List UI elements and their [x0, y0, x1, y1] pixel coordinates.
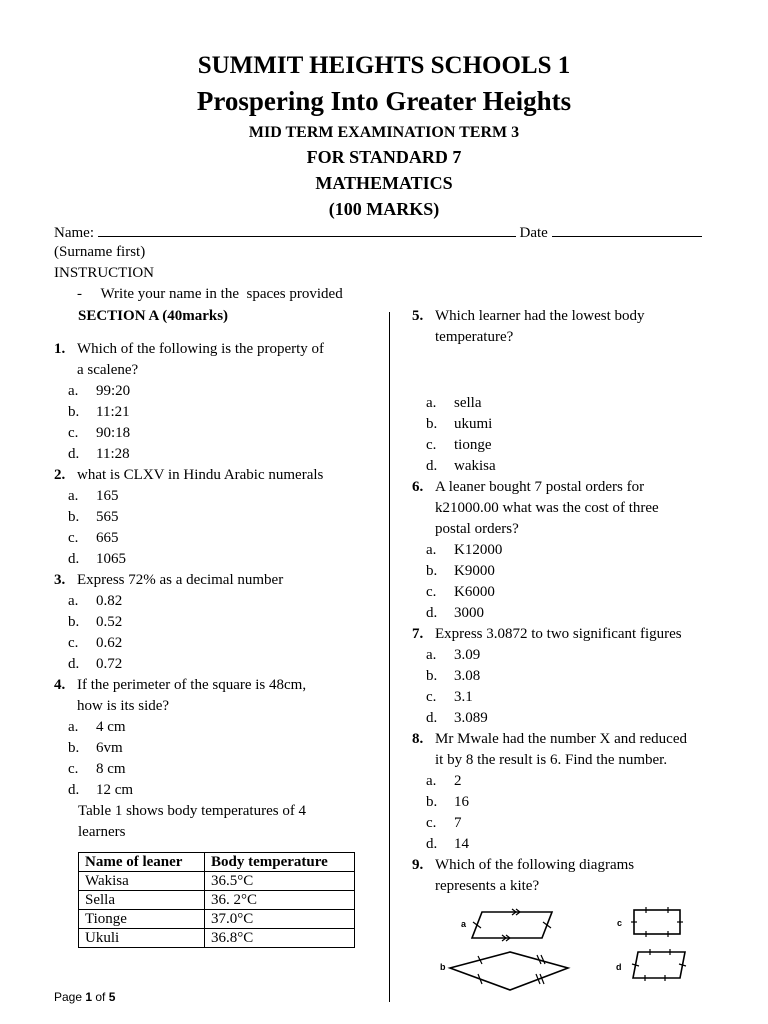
- left-column: [54, 306, 384, 843]
- exam-title: MID TERM EXAMINATION TERM 3: [248, 124, 520, 141]
- question-line: postal orders?: [435, 521, 519, 537]
- answer-option[interactable]: [54, 549, 384, 570]
- question-number: 7.: [412, 626, 424, 642]
- option-text: 565: [96, 509, 119, 525]
- option-letter: a.: [426, 395, 437, 411]
- option-letter: d.: [426, 458, 438, 474]
- table-cell: 37.0°C: [205, 910, 355, 929]
- option-text: K12000: [454, 542, 503, 558]
- question-line: how is its side?: [77, 698, 170, 714]
- answer-option[interactable]: [412, 834, 732, 855]
- answer-option[interactable]: [54, 528, 384, 549]
- option-text: 3.1: [454, 689, 473, 705]
- table-row: [79, 891, 355, 910]
- question-line: Which learner had the lowest body: [435, 308, 645, 324]
- marks-title: (100 MARKS): [328, 199, 440, 219]
- option-text: wakisa: [454, 458, 496, 474]
- option-letter: b.: [68, 404, 80, 420]
- option-letter: a.: [426, 647, 437, 663]
- option-letter: c.: [68, 761, 79, 777]
- school-name: SUMMIT HEIGHTS SCHOOLS 1: [197, 52, 571, 79]
- answer-option[interactable]: [54, 717, 384, 738]
- answer-option[interactable]: [412, 792, 732, 813]
- option-text: 165: [96, 488, 119, 504]
- footer-page: 1: [85, 990, 93, 1004]
- option-text: 11:28: [96, 446, 130, 462]
- question-9: [412, 855, 732, 897]
- answer-option[interactable]: [54, 612, 384, 633]
- table-intro-line: Table 1 shows body temperatures of 4: [78, 803, 307, 819]
- question-text: [54, 465, 384, 486]
- question-line: A leaner bought 7 postal orders for: [435, 479, 645, 495]
- question-text: [412, 624, 732, 645]
- option-letter: c.: [68, 530, 79, 546]
- answer-option[interactable]: [412, 813, 732, 834]
- name-label: Name:: [54, 225, 94, 241]
- answer-option[interactable]: [54, 402, 384, 423]
- instruction-text: - Write your name in the spaces provided: [77, 286, 343, 302]
- table-header-row: [79, 853, 355, 872]
- question-line: a scalene?: [77, 362, 139, 378]
- footer-middle: of: [92, 990, 109, 1004]
- option-letter: d.: [426, 836, 438, 852]
- question-8: [412, 729, 732, 855]
- answer-option[interactable]: [54, 759, 384, 780]
- diagram-label: d: [616, 962, 622, 972]
- table-cell: 36. 2°C: [205, 891, 355, 910]
- option-text: K9000: [454, 563, 495, 579]
- question-1: [54, 339, 384, 465]
- school-motto: Prospering Into Greater Heights: [196, 86, 572, 116]
- option-letter: a.: [68, 719, 79, 735]
- question-line: Mr Mwale had the number X and reduced: [435, 731, 687, 747]
- question-number: 2.: [54, 467, 66, 483]
- table-intro-line: learners: [78, 824, 126, 840]
- option-letter: b.: [68, 509, 80, 525]
- question-3: [54, 570, 384, 675]
- option-text: 16: [454, 794, 469, 810]
- table-header: Body temperature: [205, 853, 355, 872]
- option-text: 99:20: [96, 383, 131, 399]
- kite-diagrams: [430, 900, 730, 995]
- option-text: K6000: [454, 584, 495, 600]
- page-footer: [54, 990, 115, 1004]
- footer-total: 5: [108, 990, 116, 1004]
- answer-option[interactable]: [412, 687, 732, 708]
- right-questions: [412, 306, 732, 897]
- option-text: 6vm: [96, 740, 123, 756]
- option-text: 0.62: [96, 635, 123, 651]
- option-list: [54, 717, 384, 801]
- answer-option[interactable]: [54, 780, 384, 801]
- question-text: [412, 306, 732, 348]
- answer-option[interactable]: [54, 633, 384, 654]
- answer-option[interactable]: [54, 444, 384, 465]
- column-divider: [389, 312, 390, 1002]
- option-text: ukumi: [454, 416, 493, 432]
- question-line: Express 3.0872 to two significant figures: [435, 626, 682, 642]
- option-text: 12 cm: [96, 782, 134, 798]
- answer-option[interactable]: [412, 414, 732, 435]
- option-letter: b.: [426, 563, 438, 579]
- option-letter: d.: [426, 605, 438, 621]
- table-header: Name of leaner: [79, 853, 205, 872]
- option-letter: b.: [426, 668, 438, 684]
- right-column: [412, 306, 732, 897]
- option-letter: a.: [68, 593, 79, 609]
- option-letter: d.: [68, 656, 80, 672]
- table-cell: 36.5°C: [205, 872, 355, 891]
- question-7: [412, 624, 732, 729]
- table-cell: Ukuli: [79, 929, 205, 948]
- option-letter: a.: [68, 488, 79, 504]
- question-number: 1.: [54, 341, 66, 357]
- question-number: 4.: [54, 677, 66, 693]
- answer-option[interactable]: [54, 738, 384, 759]
- option-text: 3.09: [454, 647, 481, 663]
- standard-title: FOR STANDARD 7: [306, 147, 462, 167]
- question-text: [412, 729, 732, 771]
- option-text: 0.82: [96, 593, 123, 609]
- table-row: [79, 929, 355, 948]
- question-line: what is CLXV in Hindu Arabic numerals: [77, 467, 324, 483]
- answer-option[interactable]: [412, 603, 732, 624]
- option-list: [412, 393, 732, 477]
- option-letter: c.: [426, 584, 437, 600]
- date-blank[interactable]: [552, 224, 702, 237]
- option-text: 8 cm: [96, 761, 126, 777]
- question-5: [412, 306, 732, 477]
- question-text: [412, 855, 732, 897]
- option-text: 1065: [96, 551, 126, 567]
- question-line: If the perimeter of the square is 48cm,: [77, 677, 307, 693]
- table-intro: [54, 801, 384, 843]
- answer-option[interactable]: [412, 666, 732, 687]
- name-blank[interactable]: [98, 224, 516, 237]
- option-letter: b.: [426, 416, 438, 432]
- option-letter: c.: [426, 437, 437, 453]
- instruction-label: INSTRUCTION: [54, 265, 154, 281]
- question-line: temperature?: [435, 329, 514, 345]
- left-questions: [54, 339, 384, 801]
- question-text: [412, 477, 732, 540]
- diagram-label: b: [440, 962, 446, 972]
- option-text: tionge: [454, 437, 492, 453]
- option-text: 0.52: [96, 614, 123, 630]
- question-line: Which of the following is the property of: [77, 341, 325, 357]
- temperature-table: [78, 852, 355, 948]
- question-line: Which of the following diagrams: [435, 857, 635, 873]
- surname-note: (Surname first): [54, 244, 146, 260]
- question-text: [54, 339, 384, 381]
- option-letter: d.: [68, 551, 80, 567]
- name-line: [54, 224, 702, 242]
- option-text: 14: [454, 836, 469, 852]
- question-number: 8.: [412, 731, 424, 747]
- table-cell: Wakisa: [79, 872, 205, 891]
- answer-option[interactable]: [412, 393, 732, 414]
- answer-option[interactable]: [54, 486, 384, 507]
- option-list: [54, 486, 384, 570]
- table-row: [79, 910, 355, 929]
- answer-option[interactable]: [412, 561, 732, 582]
- question-number: 9.: [412, 857, 424, 873]
- question-number: 6.: [412, 479, 424, 495]
- diagram-d: [616, 949, 686, 981]
- option-list: [54, 381, 384, 465]
- option-letter: d.: [68, 782, 80, 798]
- option-letter: a.: [426, 542, 437, 558]
- section-title: SECTION A (40marks): [78, 308, 229, 324]
- option-letter: c.: [68, 425, 79, 441]
- option-letter: b.: [426, 794, 438, 810]
- option-text: 665: [96, 530, 119, 546]
- option-text: 11:21: [96, 404, 130, 420]
- option-text: 0.72: [96, 656, 123, 672]
- option-text: sella: [454, 395, 482, 411]
- option-text: 3.08: [454, 668, 481, 684]
- table-cell: Tionge: [79, 910, 205, 929]
- question-line: k21000.00 what was the cost of three: [435, 500, 659, 516]
- table-cell: 36.8°C: [205, 929, 355, 948]
- option-list: [412, 540, 732, 624]
- option-letter: d.: [68, 446, 80, 462]
- table-cell: Sella: [79, 891, 205, 910]
- answer-option[interactable]: [412, 771, 732, 792]
- option-text: 3000: [454, 605, 484, 621]
- answer-option[interactable]: [412, 582, 732, 603]
- option-list: [54, 591, 384, 675]
- option-text: 7: [454, 815, 462, 831]
- option-letter: d.: [426, 710, 438, 726]
- table-row: [79, 872, 355, 891]
- subject-title: MATHEMATICS: [315, 173, 453, 193]
- question-text: [54, 675, 384, 717]
- option-letter: a.: [68, 383, 79, 399]
- option-text: 2: [454, 773, 462, 789]
- diagram-label: a: [461, 919, 467, 929]
- answer-option[interactable]: [54, 423, 384, 444]
- answer-option[interactable]: [54, 654, 384, 675]
- answer-option[interactable]: [412, 645, 732, 666]
- answer-option[interactable]: [54, 507, 384, 528]
- diagram-label: c: [617, 918, 623, 928]
- option-letter: a.: [426, 773, 437, 789]
- answer-option[interactable]: [412, 708, 732, 729]
- question-line: Express 72% as a decimal number: [77, 572, 284, 588]
- question-4: [54, 675, 384, 801]
- option-list: [412, 771, 732, 855]
- question-2: [54, 465, 384, 570]
- answer-option[interactable]: [54, 381, 384, 402]
- answer-option[interactable]: [412, 435, 732, 456]
- option-letter: c.: [426, 689, 437, 705]
- question-number: 3.: [54, 572, 66, 588]
- option-letter: c.: [426, 815, 437, 831]
- answer-option[interactable]: [54, 591, 384, 612]
- answer-option[interactable]: [412, 540, 732, 561]
- option-letter: b.: [68, 614, 80, 630]
- option-text: 3.089: [454, 710, 488, 726]
- option-letter: c.: [68, 635, 79, 651]
- diagram-a: [461, 909, 552, 941]
- diagram-b: [440, 952, 568, 990]
- question-line: it by 8 the result is 6. Find the number.: [435, 752, 668, 768]
- question-number: 5.: [412, 308, 424, 324]
- option-text: 90:18: [96, 425, 131, 441]
- question-text: [54, 570, 384, 591]
- diagram-c: [617, 907, 683, 937]
- question-line: represents a kite?: [435, 878, 540, 894]
- option-text: 4 cm: [96, 719, 126, 735]
- question-6: [412, 477, 732, 624]
- answer-option[interactable]: [412, 456, 732, 477]
- option-letter: b.: [68, 740, 80, 756]
- footer-prefix: Page: [54, 990, 86, 1004]
- date-label: Date: [519, 225, 548, 241]
- option-list: [412, 645, 732, 729]
